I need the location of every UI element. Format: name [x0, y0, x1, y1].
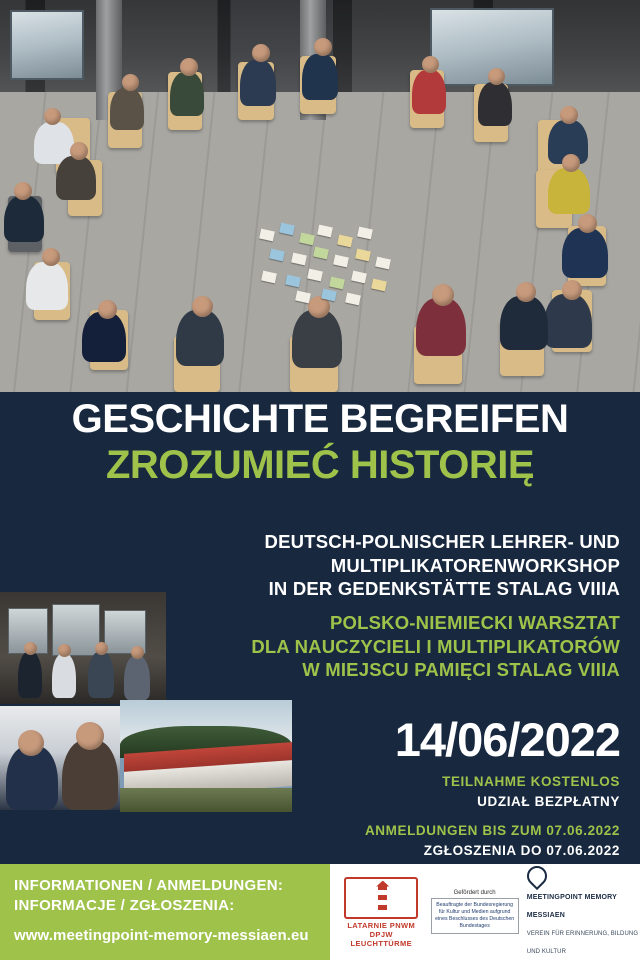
subtitle-polish-line3: W MIEJSCU PAMIĘCI STALAG VIIIA	[302, 659, 620, 681]
event-date: 14/06/2022	[394, 713, 620, 766]
footer-info-german: INFORMATIONEN / ANMELDUNGEN:	[14, 877, 284, 894]
cards-on-floor	[256, 222, 402, 302]
logo-dpjw-leuchtturme	[340, 877, 423, 948]
logo-row	[330, 864, 640, 960]
registration-info	[200, 772, 620, 860]
subtitle-german	[190, 530, 620, 601]
funder-title: Gefördert durch	[453, 889, 496, 896]
mpm-line1: MEETINGPOINT MEMORY MESSIAEN	[526, 894, 617, 919]
glass-panel-left	[10, 10, 84, 80]
subtitle-german-line2: MULTIPLIKATORENWORKSHOP	[330, 554, 620, 576]
logo-funder	[431, 890, 519, 934]
title-band	[0, 392, 640, 486]
participation-free-german: TEILNAHME KOSTENLOS	[442, 774, 620, 789]
participation-free-polish: UDZIAŁ BEZPŁATNY	[477, 793, 620, 809]
lighthouse-icon	[344, 877, 418, 919]
subtitle-german-line3: IN DER GEDENKSTÄTTE STALAG VIIIA	[268, 578, 620, 600]
subtitle-german-line1: DEUTSCH-POLNISCHER LEHRER- UND	[264, 531, 620, 552]
funder-body: Beauftragte der Bundesregierung für Kultur und Medien aufgrund eines Beschlusses des Deutschen Bundestages	[431, 898, 519, 934]
deadline-polish: ZGŁOSZENIA DO 07.06.2022	[423, 842, 620, 858]
subtitle-block	[190, 530, 620, 682]
subtitle-polish	[190, 611, 620, 682]
footer-info-polish: INFORMACJE / ZGŁOSZENIA:	[14, 896, 235, 914]
subtitle-polish-line1: POLSKO-NIEMIECKI WARSZTAT	[329, 612, 620, 634]
deadline-german: ANMELDUNGEN BIS ZUM 07.06.2022	[364, 823, 620, 839]
footer-contact-block	[0, 864, 330, 960]
exhibition-room-photo	[0, 592, 166, 704]
title-german: GESCHICHTE BEGREIFEN	[71, 397, 569, 441]
website-url[interactable]: www.meetingpoint-memory-messiaen.eu	[14, 927, 309, 944]
logo-lighthouse-line1: LATARNIE PNWM	[347, 920, 416, 930]
title-polish: ZROZUMIEĆ HISTORIĘ	[105, 443, 535, 487]
subtitle-polish-line2: DLA NAUCZYCIELI I MULTIPLIKATORÓW	[251, 635, 620, 657]
mpm-line2: VEREIN FÜR ERINNERUNG, BILDUNG UND KULTUR	[526, 931, 639, 955]
logo-meetingpoint-memory-messiaen	[527, 866, 640, 958]
workshop-circle-photo	[0, 0, 640, 392]
logo-lighthouse-line2: DPJW LEUCHTTÜRME	[350, 929, 412, 948]
footer	[0, 864, 640, 960]
